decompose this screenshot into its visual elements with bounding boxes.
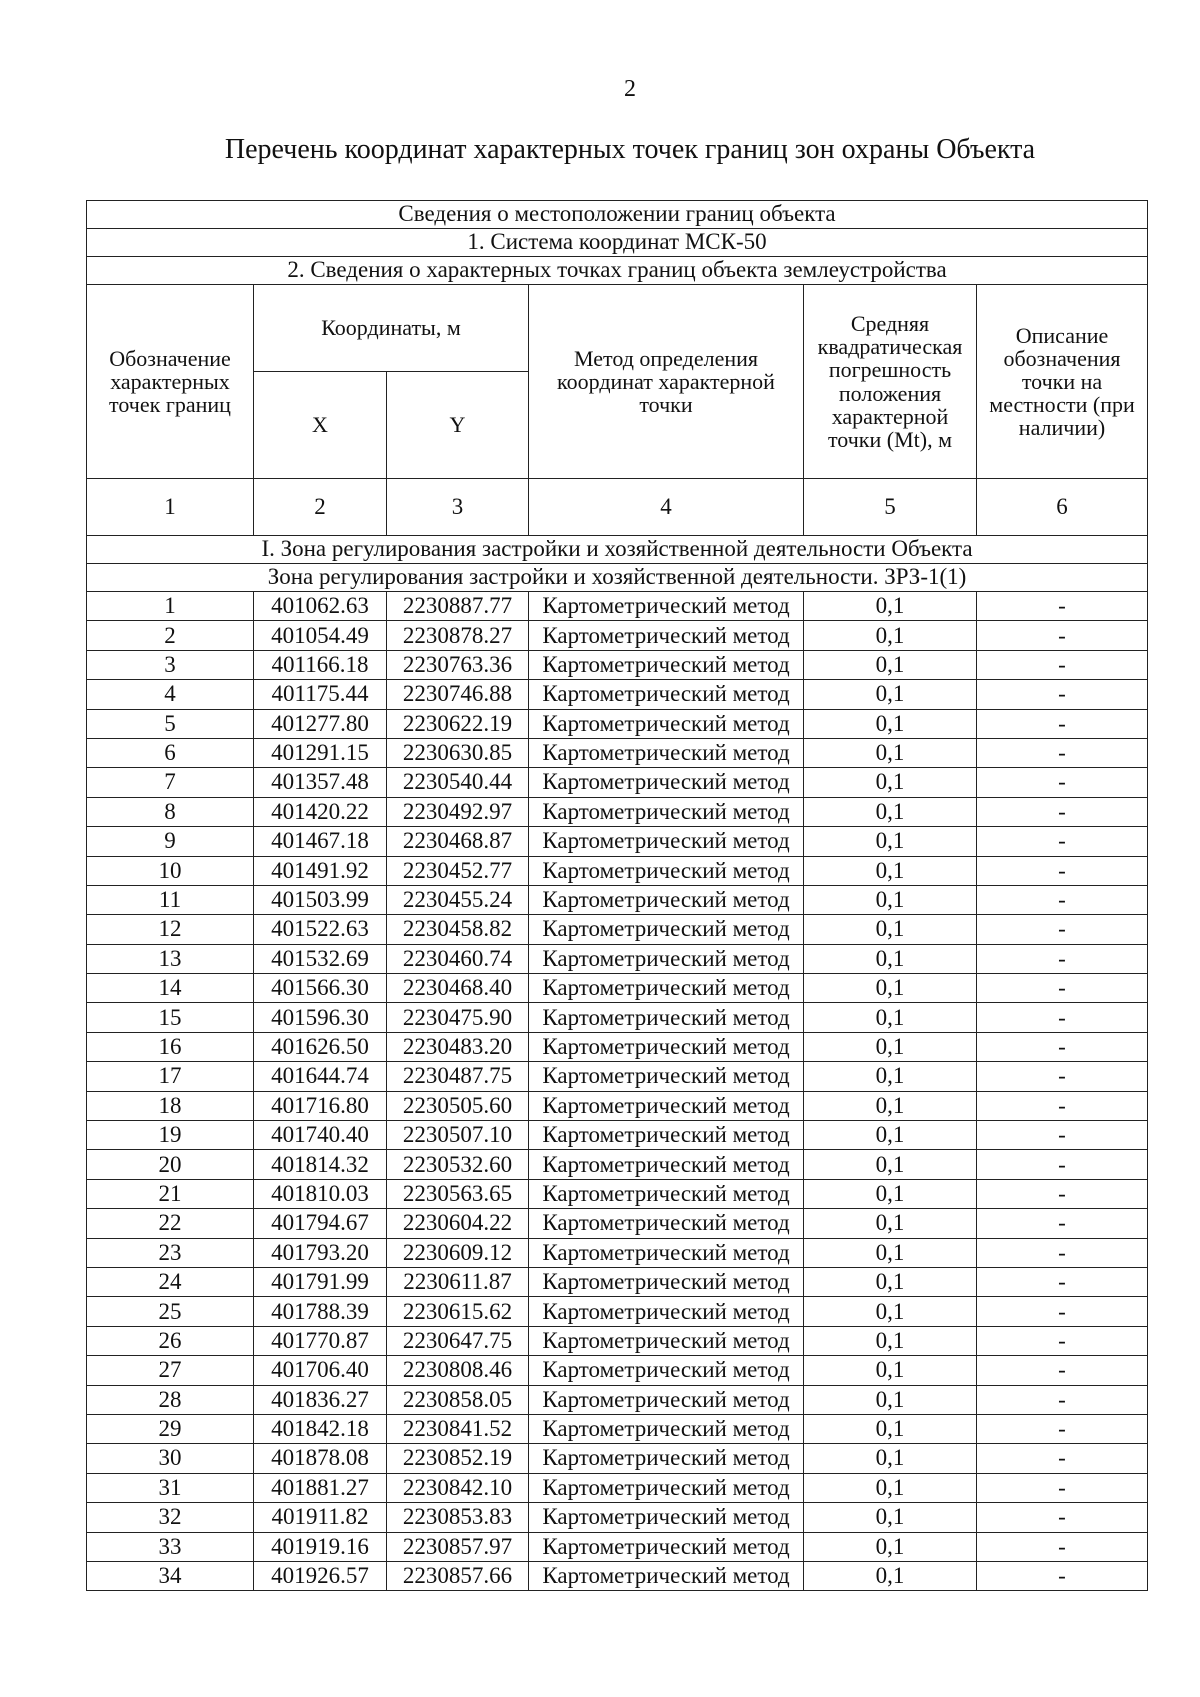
x-coordinate-cell: 401836.27 (254, 1385, 387, 1414)
description-cell: - (977, 1179, 1148, 1208)
method-cell: Картометрический метод (529, 1032, 804, 1061)
point-number-cell: 19 (87, 1121, 254, 1150)
column-number: 1 (87, 479, 254, 536)
point-number-cell: 11 (87, 885, 254, 914)
point-number-cell: 29 (87, 1414, 254, 1443)
y-coordinate-cell: 2230468.87 (387, 827, 529, 856)
y-coordinate-cell: 2230611.87 (387, 1267, 529, 1296)
point-number-cell: 6 (87, 738, 254, 767)
description-cell: - (977, 1561, 1148, 1590)
error-value-cell: 0,1 (804, 1326, 977, 1355)
method-cell: Картометрический метод (529, 915, 804, 944)
description-cell: - (977, 1003, 1148, 1032)
table-row (87, 797, 1148, 826)
header-mean-square-error: Средняя квадратическая погрешность положения характерной точки (Mt), м (804, 285, 977, 479)
y-coordinate-cell: 2230460.74 (387, 944, 529, 973)
method-cell: Картометрический метод (529, 1473, 804, 1502)
error-value-cell: 0,1 (804, 709, 977, 738)
y-coordinate-cell: 2230887.77 (387, 592, 529, 621)
y-coordinate-cell: 2230622.19 (387, 709, 529, 738)
x-coordinate-cell: 401532.69 (254, 944, 387, 973)
method-cell: Картометрический метод (529, 1179, 804, 1208)
y-coordinate-cell: 2230455.24 (387, 885, 529, 914)
table-row (87, 1179, 1148, 1208)
description-cell: - (977, 1267, 1148, 1296)
error-value-cell: 0,1 (804, 738, 977, 767)
point-number-cell: 32 (87, 1503, 254, 1532)
y-coordinate-cell: 2230852.19 (387, 1444, 529, 1473)
x-coordinate-cell: 401793.20 (254, 1238, 387, 1267)
y-coordinate-cell: 2230857.97 (387, 1532, 529, 1561)
error-value-cell: 0,1 (804, 621, 977, 650)
description-cell: - (977, 1062, 1148, 1091)
point-number-cell: 9 (87, 827, 254, 856)
x-coordinate-cell: 401626.50 (254, 1032, 387, 1061)
method-cell: Картометрический метод (529, 768, 804, 797)
method-cell: Картометрический метод (529, 797, 804, 826)
x-coordinate-cell: 401054.49 (254, 621, 387, 650)
method-cell: Картометрический метод (529, 1532, 804, 1561)
method-cell: Картометрический метод (529, 1121, 804, 1150)
y-coordinate-cell: 2230505.60 (387, 1091, 529, 1120)
error-value-cell: 0,1 (804, 1121, 977, 1150)
column-number: 3 (387, 479, 529, 536)
header-method: Метод определения координат характерной точки (529, 285, 804, 479)
method-cell: Картометрический метод (529, 1561, 804, 1590)
description-cell: - (977, 944, 1148, 973)
x-coordinate-cell: 401467.18 (254, 827, 387, 856)
y-coordinate-cell: 2230483.20 (387, 1032, 529, 1061)
document-title: Перечень координат характерных точек границ зон охраны Объекта (224, 134, 1036, 165)
error-value-cell: 0,1 (804, 650, 977, 679)
error-value-cell: 0,1 (804, 1238, 977, 1267)
description-cell: - (977, 827, 1148, 856)
y-coordinate-cell: 2230630.85 (387, 738, 529, 767)
x-coordinate-cell: 401420.22 (254, 797, 387, 826)
description-cell: - (977, 1503, 1148, 1532)
subsection-title: Зона регулирования застройки и хозяйственной деятельности. ЗРЗ-1(1) (87, 564, 1148, 592)
method-cell: Картометрический метод (529, 1444, 804, 1473)
error-value-cell: 0,1 (804, 885, 977, 914)
x-coordinate-cell: 401881.27 (254, 1473, 387, 1502)
x-coordinate-cell: 401277.80 (254, 709, 387, 738)
y-coordinate-cell: 2230853.83 (387, 1503, 529, 1532)
table-row (87, 1532, 1148, 1561)
x-coordinate-cell: 401770.87 (254, 1326, 387, 1355)
point-number-cell: 31 (87, 1473, 254, 1502)
point-number-cell: 18 (87, 1091, 254, 1120)
point-number-cell: 13 (87, 944, 254, 973)
point-number-cell: 21 (87, 1179, 254, 1208)
method-cell: Картометрический метод (529, 944, 804, 973)
description-cell: - (977, 1356, 1148, 1385)
point-number-cell: 25 (87, 1297, 254, 1326)
method-cell: Картометрический метод (529, 1385, 804, 1414)
table-row (87, 1267, 1148, 1296)
error-value-cell: 0,1 (804, 768, 977, 797)
x-coordinate-cell: 401926.57 (254, 1561, 387, 1590)
point-number-cell: 17 (87, 1062, 254, 1091)
y-coordinate-cell: 2230452.77 (387, 856, 529, 885)
method-cell: Картометрический метод (529, 1150, 804, 1179)
error-value-cell: 0,1 (804, 974, 977, 1003)
table-row (87, 1238, 1148, 1267)
description-cell: - (977, 1238, 1148, 1267)
description-cell: - (977, 856, 1148, 885)
method-cell: Картометрический метод (529, 1209, 804, 1238)
y-coordinate-cell: 2230858.05 (387, 1385, 529, 1414)
table-row (87, 827, 1148, 856)
table-row (87, 650, 1148, 679)
y-coordinate-cell: 2230647.75 (387, 1326, 529, 1355)
x-coordinate-cell: 401842.18 (254, 1414, 387, 1443)
method-cell: Картометрический метод (529, 1356, 804, 1385)
error-value-cell: 0,1 (804, 797, 977, 826)
method-cell: Картометрический метод (529, 856, 804, 885)
header-y: Y (387, 372, 529, 479)
point-number-cell: 2 (87, 621, 254, 650)
header-x: X (254, 372, 387, 479)
point-number-cell: 14 (87, 974, 254, 1003)
y-coordinate-cell: 2230842.10 (387, 1473, 529, 1502)
section-title: I. Зона регулирования застройки и хозяйственной деятельности Объекта (87, 536, 1148, 564)
point-number-cell: 12 (87, 915, 254, 944)
coordinates-table (86, 200, 1148, 1591)
table-row (87, 1444, 1148, 1473)
y-coordinate-cell: 2230857.66 (387, 1561, 529, 1590)
table-row (87, 621, 1148, 650)
table-row (87, 1356, 1148, 1385)
x-coordinate-cell: 401644.74 (254, 1062, 387, 1091)
y-coordinate-cell: 2230878.27 (387, 621, 529, 650)
description-cell: - (977, 1121, 1148, 1150)
table-row (87, 1297, 1148, 1326)
table-row (87, 944, 1148, 973)
error-value-cell: 0,1 (804, 1209, 977, 1238)
method-cell: Картометрический метод (529, 827, 804, 856)
point-number-cell: 7 (87, 768, 254, 797)
y-coordinate-cell: 2230609.12 (387, 1238, 529, 1267)
point-number-cell: 26 (87, 1326, 254, 1355)
x-coordinate-cell: 401878.08 (254, 1444, 387, 1473)
table-row (87, 709, 1148, 738)
y-coordinate-cell: 2230615.62 (387, 1297, 529, 1326)
point-number-cell: 8 (87, 797, 254, 826)
method-cell: Картометрический метод (529, 1091, 804, 1120)
x-coordinate-cell: 401911.82 (254, 1503, 387, 1532)
table-row (87, 1003, 1148, 1032)
description-cell: - (977, 1091, 1148, 1120)
point-number-cell: 22 (87, 1209, 254, 1238)
error-value-cell: 0,1 (804, 944, 977, 973)
point-number-cell: 30 (87, 1444, 254, 1473)
y-coordinate-cell: 2230507.10 (387, 1121, 529, 1150)
error-value-cell: 0,1 (804, 1532, 977, 1561)
point-number-cell: 3 (87, 650, 254, 679)
x-coordinate-cell: 401596.30 (254, 1003, 387, 1032)
band-coordinate-system: 1. Система координат МСК-50 (87, 229, 1148, 257)
method-cell: Картометрический метод (529, 680, 804, 709)
point-number-cell: 20 (87, 1150, 254, 1179)
description-cell: - (977, 1209, 1148, 1238)
y-coordinate-cell: 2230468.40 (387, 974, 529, 1003)
error-value-cell: 0,1 (804, 1003, 977, 1032)
table-row (87, 1032, 1148, 1061)
table-row (87, 1473, 1148, 1502)
x-coordinate-cell: 401503.99 (254, 885, 387, 914)
description-cell: - (977, 1150, 1148, 1179)
method-cell: Картометрический метод (529, 1297, 804, 1326)
error-value-cell: 0,1 (804, 856, 977, 885)
description-cell: - (977, 768, 1148, 797)
method-cell: Картометрический метод (529, 738, 804, 767)
error-value-cell: 0,1 (804, 1179, 977, 1208)
column-number: 5 (804, 479, 977, 536)
table-row (87, 1091, 1148, 1120)
band-points-info: 2. Сведения о характерных точках границ объекта землеустройства (87, 257, 1148, 285)
table-row (87, 1326, 1148, 1355)
table-row (87, 680, 1148, 709)
point-number-cell: 33 (87, 1532, 254, 1561)
table-row (87, 1121, 1148, 1150)
table-row (87, 856, 1148, 885)
x-coordinate-cell: 401522.63 (254, 915, 387, 944)
table-row (87, 768, 1148, 797)
x-coordinate-cell: 401175.44 (254, 680, 387, 709)
table-row (87, 1503, 1148, 1532)
x-coordinate-cell: 401740.40 (254, 1121, 387, 1150)
y-coordinate-cell: 2230540.44 (387, 768, 529, 797)
column-number: 4 (529, 479, 804, 536)
description-cell: - (977, 680, 1148, 709)
page-number: 2 (624, 76, 636, 102)
point-number-cell: 5 (87, 709, 254, 738)
error-value-cell: 0,1 (804, 1473, 977, 1502)
header-point-designation: Обозначение характерных точек границ (87, 285, 254, 479)
error-value-cell: 0,1 (804, 827, 977, 856)
description-cell: - (977, 1297, 1148, 1326)
description-cell: - (977, 592, 1148, 621)
description-cell: - (977, 650, 1148, 679)
error-value-cell: 0,1 (804, 1032, 977, 1061)
table-row (87, 1209, 1148, 1238)
x-coordinate-cell: 401566.30 (254, 974, 387, 1003)
method-cell: Картометрический метод (529, 1238, 804, 1267)
description-cell: - (977, 1032, 1148, 1061)
table-row (87, 1062, 1148, 1091)
band-location-info: Сведения о местоположении границ объекта (87, 201, 1148, 229)
y-coordinate-cell: 2230808.46 (387, 1356, 529, 1385)
error-value-cell: 0,1 (804, 1385, 977, 1414)
header-coordinates: Координаты, м (254, 285, 529, 372)
point-number-cell: 24 (87, 1267, 254, 1296)
y-coordinate-cell: 2230746.88 (387, 680, 529, 709)
error-value-cell: 0,1 (804, 1444, 977, 1473)
point-number-cell: 27 (87, 1356, 254, 1385)
method-cell: Картометрический метод (529, 709, 804, 738)
table-row (87, 915, 1148, 944)
error-value-cell: 0,1 (804, 915, 977, 944)
x-coordinate-cell: 401788.39 (254, 1297, 387, 1326)
x-coordinate-cell: 401491.92 (254, 856, 387, 885)
description-cell: - (977, 915, 1148, 944)
point-number-cell: 16 (87, 1032, 254, 1061)
x-coordinate-cell: 401357.48 (254, 768, 387, 797)
error-value-cell: 0,1 (804, 1297, 977, 1326)
description-cell: - (977, 1326, 1148, 1355)
point-number-cell: 1 (87, 592, 254, 621)
x-coordinate-cell: 401814.32 (254, 1150, 387, 1179)
table-row (87, 1414, 1148, 1443)
error-value-cell: 0,1 (804, 1356, 977, 1385)
table-row (87, 738, 1148, 767)
error-value-cell: 0,1 (804, 1062, 977, 1091)
table-row (87, 592, 1148, 621)
description-cell: - (977, 1473, 1148, 1502)
column-number: 6 (977, 479, 1148, 536)
description-cell: - (977, 709, 1148, 738)
table-row (87, 1561, 1148, 1590)
y-coordinate-cell: 2230604.22 (387, 1209, 529, 1238)
description-cell: - (977, 974, 1148, 1003)
x-coordinate-cell: 401291.15 (254, 738, 387, 767)
point-number-cell: 34 (87, 1561, 254, 1590)
y-coordinate-cell: 2230475.90 (387, 1003, 529, 1032)
header-point-description: Описание обозначения точки на местности (при наличии) (977, 285, 1148, 479)
x-coordinate-cell: 401706.40 (254, 1356, 387, 1385)
method-cell: Картометрический метод (529, 1003, 804, 1032)
error-value-cell: 0,1 (804, 1091, 977, 1120)
point-number-cell: 10 (87, 856, 254, 885)
method-cell: Картометрический метод (529, 592, 804, 621)
method-cell: Картометрический метод (529, 1414, 804, 1443)
x-coordinate-cell: 401716.80 (254, 1091, 387, 1120)
method-cell: Картометрический метод (529, 1062, 804, 1091)
method-cell: Картометрический метод (529, 1503, 804, 1532)
description-cell: - (977, 885, 1148, 914)
y-coordinate-cell: 2230563.65 (387, 1179, 529, 1208)
method-cell: Картометрический метод (529, 1326, 804, 1355)
error-value-cell: 0,1 (804, 592, 977, 621)
y-coordinate-cell: 2230841.52 (387, 1414, 529, 1443)
description-cell: - (977, 1385, 1148, 1414)
point-number-cell: 4 (87, 680, 254, 709)
method-cell: Картометрический метод (529, 650, 804, 679)
description-cell: - (977, 738, 1148, 767)
description-cell: - (977, 797, 1148, 826)
error-value-cell: 0,1 (804, 1561, 977, 1590)
point-number-cell: 15 (87, 1003, 254, 1032)
method-cell: Картометрический метод (529, 974, 804, 1003)
method-cell: Картометрический метод (529, 885, 804, 914)
method-cell: Картометрический метод (529, 621, 804, 650)
description-cell: - (977, 1444, 1148, 1473)
table-row (87, 1150, 1148, 1179)
x-coordinate-cell: 401166.18 (254, 650, 387, 679)
table-row (87, 1385, 1148, 1414)
x-coordinate-cell: 401791.99 (254, 1267, 387, 1296)
description-cell: - (977, 621, 1148, 650)
method-cell: Картометрический метод (529, 1267, 804, 1296)
column-number: 2 (254, 479, 387, 536)
y-coordinate-cell: 2230492.97 (387, 797, 529, 826)
x-coordinate-cell: 401794.67 (254, 1209, 387, 1238)
point-number-cell: 23 (87, 1238, 254, 1267)
point-number-cell: 28 (87, 1385, 254, 1414)
y-coordinate-cell: 2230532.60 (387, 1150, 529, 1179)
description-cell: - (977, 1414, 1148, 1443)
x-coordinate-cell: 401810.03 (254, 1179, 387, 1208)
x-coordinate-cell: 401062.63 (254, 592, 387, 621)
description-cell: - (977, 1532, 1148, 1561)
error-value-cell: 0,1 (804, 1267, 977, 1296)
table-row (87, 885, 1148, 914)
x-coordinate-cell: 401919.16 (254, 1532, 387, 1561)
error-value-cell: 0,1 (804, 680, 977, 709)
table-row (87, 974, 1148, 1003)
error-value-cell: 0,1 (804, 1503, 977, 1532)
y-coordinate-cell: 2230458.82 (387, 915, 529, 944)
y-coordinate-cell: 2230487.75 (387, 1062, 529, 1091)
y-coordinate-cell: 2230763.36 (387, 650, 529, 679)
error-value-cell: 0,1 (804, 1414, 977, 1443)
error-value-cell: 0,1 (804, 1150, 977, 1179)
